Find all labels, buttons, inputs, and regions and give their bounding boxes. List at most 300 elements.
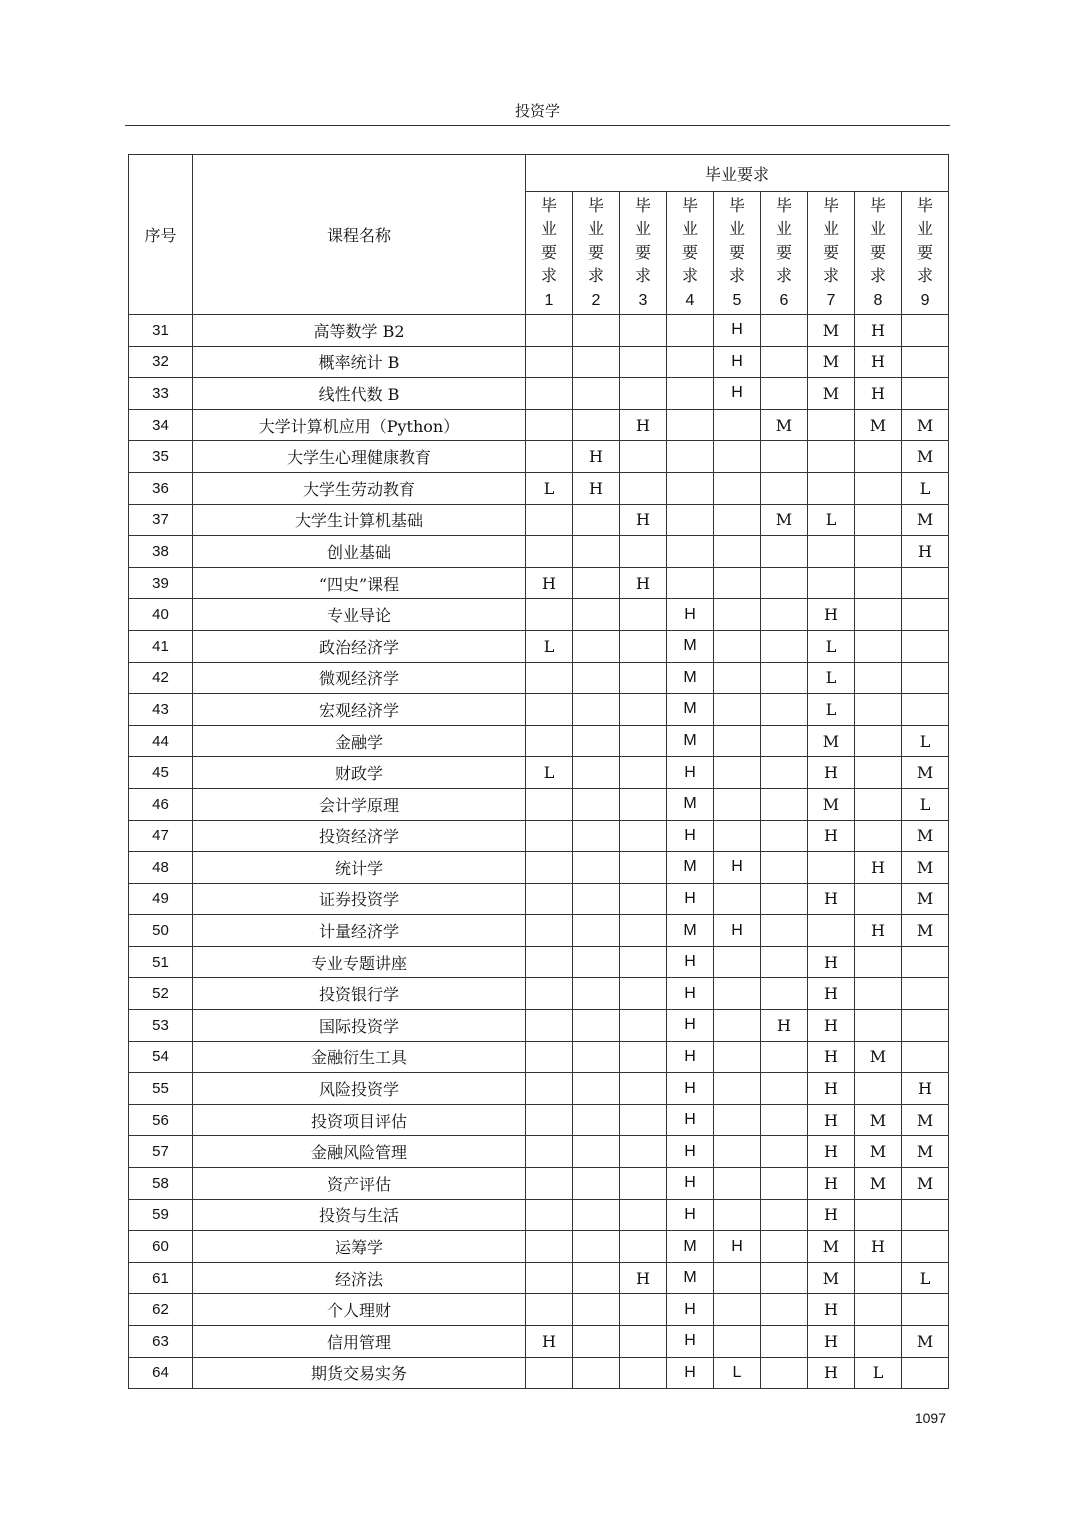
row-course-name: 统计学 <box>193 852 526 884</box>
table-row <box>129 567 949 599</box>
req-cell-3: H <box>620 567 667 599</box>
row-seq: 41 <box>129 630 193 662</box>
req-cell-2 <box>573 1104 620 1136</box>
row-course-name: 期货交易实务 <box>193 1357 526 1389</box>
req-cell-4: M <box>667 694 714 726</box>
req-cell-6 <box>761 1041 808 1073</box>
req-cell-8 <box>855 1262 902 1294</box>
req-cell-5 <box>714 567 761 599</box>
req-cell-9: M <box>902 1136 949 1168</box>
row-course-name: 大学生计算机基础 <box>193 504 526 536</box>
req-cell-4: H <box>667 1136 714 1168</box>
row-course-name: 国际投资学 <box>193 1010 526 1042</box>
row-course-name: 高等数学 B2 <box>193 315 526 347</box>
row-seq: 48 <box>129 852 193 884</box>
table-row <box>129 378 949 410</box>
row-seq: 46 <box>129 788 193 820</box>
req-cell-2 <box>573 788 620 820</box>
req-cell-7 <box>808 409 855 441</box>
page-number: 1097 <box>914 1410 946 1426</box>
req-cell-5 <box>714 1294 761 1326</box>
req-cell-1 <box>526 599 573 631</box>
req-cell-1 <box>526 1010 573 1042</box>
req-cell-4: H <box>667 820 714 852</box>
req-cell-5 <box>714 441 761 473</box>
sub-header-char: 求 <box>728 266 745 286</box>
req-cell-9: H <box>902 536 949 568</box>
req-cell-8 <box>855 567 902 599</box>
row-seq: 33 <box>129 378 193 410</box>
row-course-name: 专业导论 <box>193 599 526 631</box>
req-cell-5 <box>714 662 761 694</box>
req-cell-2 <box>573 1326 620 1358</box>
req-cell-3 <box>620 1168 667 1200</box>
table-row <box>129 504 949 536</box>
req-cell-6 <box>761 346 808 378</box>
req-cell-5 <box>714 472 761 504</box>
req-cell-4: M <box>667 852 714 884</box>
req-cell-2 <box>573 820 620 852</box>
req-cell-9: H <box>902 1073 949 1105</box>
req-cell-8 <box>855 978 902 1010</box>
table-row <box>129 1294 949 1326</box>
sub-header-char: 要 <box>917 242 934 262</box>
req-cell-9 <box>902 599 949 631</box>
req-cell-1 <box>526 1357 573 1389</box>
req-cell-4 <box>667 504 714 536</box>
table-row <box>129 1168 949 1200</box>
row-seq: 54 <box>129 1041 193 1073</box>
req-cell-5 <box>714 1168 761 1200</box>
req-cell-6 <box>761 1326 808 1358</box>
table-row <box>129 1326 949 1358</box>
req-cell-4: M <box>667 630 714 662</box>
req-cell-6 <box>761 441 808 473</box>
req-cell-7: M <box>808 788 855 820</box>
req-cell-5 <box>714 788 761 820</box>
req-cell-5 <box>714 1199 761 1231</box>
req-cell-7 <box>808 915 855 947</box>
req-cell-6 <box>761 1357 808 1389</box>
req-cell-9: M <box>902 1326 949 1358</box>
req-cell-6 <box>761 725 808 757</box>
req-cell-4 <box>667 472 714 504</box>
req-cell-5 <box>714 1041 761 1073</box>
req-cell-2 <box>573 346 620 378</box>
row-seq: 55 <box>129 1073 193 1105</box>
req-cell-3 <box>620 1294 667 1326</box>
req-cell-7: H <box>808 1010 855 1042</box>
req-cell-2 <box>573 1199 620 1231</box>
row-course-name: 财政学 <box>193 757 526 789</box>
req-cell-8: M <box>855 1104 902 1136</box>
req-cell-9: L <box>902 788 949 820</box>
row-course-name: 金融学 <box>193 725 526 757</box>
req-cell-3 <box>620 662 667 694</box>
row-seq: 63 <box>129 1326 193 1358</box>
req-cell-7: L <box>808 504 855 536</box>
table-row <box>129 409 949 441</box>
table-row <box>129 1010 949 1042</box>
sub-header-number: 6 <box>779 291 789 309</box>
req-cell-1: H <box>526 1326 573 1358</box>
req-cell-5 <box>714 536 761 568</box>
table-row <box>129 788 949 820</box>
req-cell-7: H <box>808 1326 855 1358</box>
row-seq: 59 <box>129 1199 193 1231</box>
req-cell-6 <box>761 315 808 347</box>
req-cell-7: M <box>808 378 855 410</box>
req-cell-9: M <box>902 1168 949 1200</box>
req-cell-8: M <box>855 1041 902 1073</box>
req-cell-6 <box>761 883 808 915</box>
req-cell-2 <box>573 1262 620 1294</box>
req-cell-1 <box>526 1041 573 1073</box>
req-cell-6 <box>761 694 808 726</box>
req-cell-1 <box>526 1136 573 1168</box>
req-cell-6 <box>761 1136 808 1168</box>
req-cell-9: M <box>902 883 949 915</box>
req-cell-4: M <box>667 1231 714 1263</box>
sub-header-char: 业 <box>681 219 698 239</box>
req-cell-1 <box>526 978 573 1010</box>
row-seq: 42 <box>129 662 193 694</box>
row-course-name: 投资项目评估 <box>193 1104 526 1136</box>
req-cell-5: H <box>714 915 761 947</box>
sub-header-char: 求 <box>681 266 698 286</box>
table-row <box>129 946 949 978</box>
req-cell-7: H <box>808 757 855 789</box>
req-cell-5 <box>714 1136 761 1168</box>
sub-header-char: 毕 <box>681 195 698 215</box>
req-cell-4: M <box>667 915 714 947</box>
row-seq: 45 <box>129 757 193 789</box>
table-row <box>129 1199 949 1231</box>
row-seq: 52 <box>129 978 193 1010</box>
sub-header-char: 要 <box>681 242 698 262</box>
req-cell-9 <box>902 1357 949 1389</box>
req-cell-1 <box>526 915 573 947</box>
req-cell-8 <box>855 694 902 726</box>
table-row <box>129 757 949 789</box>
req-cell-3 <box>620 1357 667 1389</box>
req-cell-1 <box>526 1231 573 1263</box>
req-cell-9: L <box>902 1262 949 1294</box>
req-cell-1 <box>526 852 573 884</box>
sub-header-number: 7 <box>826 291 836 309</box>
table-row <box>129 599 949 631</box>
row-course-name: 资产评估 <box>193 1168 526 1200</box>
req-cell-8 <box>855 662 902 694</box>
req-cell-4: M <box>667 725 714 757</box>
req-cell-2 <box>573 1231 620 1263</box>
sub-header-char: 毕 <box>540 195 557 215</box>
table-row <box>129 472 949 504</box>
req-cell-7: H <box>808 946 855 978</box>
table-row <box>129 1104 949 1136</box>
req-cell-6 <box>761 757 808 789</box>
req-cell-2 <box>573 662 620 694</box>
req-cell-2 <box>573 1010 620 1042</box>
sub-header-char: 求 <box>869 266 886 286</box>
sub-header-number: 5 <box>732 291 742 309</box>
req-cell-2 <box>573 1294 620 1326</box>
sub-header-char: 要 <box>728 242 745 262</box>
req-cell-9 <box>902 315 949 347</box>
table-row <box>129 315 949 347</box>
req-cell-3 <box>620 725 667 757</box>
req-cell-9 <box>902 378 949 410</box>
row-course-name: 个人理财 <box>193 1294 526 1326</box>
req-cell-6 <box>761 788 808 820</box>
row-course-name: 经济法 <box>193 1262 526 1294</box>
table-row <box>129 1041 949 1073</box>
req-cell-5: H <box>714 852 761 884</box>
req-cell-2: H <box>573 472 620 504</box>
req-cell-7: M <box>808 1262 855 1294</box>
table-row <box>129 662 949 694</box>
sub-header-number: 9 <box>920 291 930 309</box>
table-row <box>129 630 949 662</box>
sub-header-char: 业 <box>822 219 839 239</box>
req-cell-7: M <box>808 315 855 347</box>
req-cell-7 <box>808 441 855 473</box>
sub-header-char: 业 <box>869 219 886 239</box>
row-course-name: 创业基础 <box>193 536 526 568</box>
req-cell-2 <box>573 630 620 662</box>
req-cell-4 <box>667 315 714 347</box>
req-cell-5 <box>714 725 761 757</box>
sub-header-char: 求 <box>917 266 934 286</box>
req-cell-5 <box>714 1010 761 1042</box>
req-cell-9 <box>902 1231 949 1263</box>
row-seq: 60 <box>129 1231 193 1263</box>
table-row <box>129 725 949 757</box>
req-cell-3: H <box>620 504 667 536</box>
table-body <box>129 315 949 1389</box>
req-cell-8 <box>855 883 902 915</box>
req-cell-8 <box>855 1073 902 1105</box>
req-cell-8 <box>855 788 902 820</box>
req-cell-4: H <box>667 757 714 789</box>
req-cell-5 <box>714 599 761 631</box>
req-cell-9 <box>902 662 949 694</box>
req-cell-3 <box>620 978 667 1010</box>
row-seq: 57 <box>129 1136 193 1168</box>
req-cell-2 <box>573 978 620 1010</box>
req-cell-6 <box>761 978 808 1010</box>
req-cell-5 <box>714 883 761 915</box>
sub-header-char: 业 <box>634 219 651 239</box>
table-row <box>129 694 949 726</box>
req-cell-3 <box>620 472 667 504</box>
req-cell-6 <box>761 1231 808 1263</box>
req-cell-2 <box>573 915 620 947</box>
req-cell-5: H <box>714 346 761 378</box>
req-cell-2 <box>573 1136 620 1168</box>
req-cell-1 <box>526 788 573 820</box>
req-cell-9: M <box>902 441 949 473</box>
req-cell-3 <box>620 536 667 568</box>
sub-header-req-2 <box>573 192 620 315</box>
row-seq: 39 <box>129 567 193 599</box>
req-cell-3 <box>620 852 667 884</box>
sub-header-char: 业 <box>540 219 557 239</box>
req-cell-7: H <box>808 1041 855 1073</box>
req-cell-8: H <box>855 346 902 378</box>
req-cell-7 <box>808 472 855 504</box>
req-cell-6 <box>761 662 808 694</box>
table-row <box>129 441 949 473</box>
req-cell-7: L <box>808 662 855 694</box>
req-cell-3 <box>620 441 667 473</box>
req-cell-3 <box>620 1199 667 1231</box>
req-cell-8 <box>855 1199 902 1231</box>
req-cell-7: M <box>808 725 855 757</box>
req-cell-2 <box>573 315 620 347</box>
req-cell-7: H <box>808 978 855 1010</box>
sub-header-char: 业 <box>917 219 934 239</box>
req-cell-9: M <box>902 757 949 789</box>
req-cell-4: H <box>667 1294 714 1326</box>
req-cell-6 <box>761 630 808 662</box>
req-cell-4 <box>667 536 714 568</box>
req-cell-1 <box>526 883 573 915</box>
req-cell-2 <box>573 599 620 631</box>
req-cell-8 <box>855 725 902 757</box>
req-cell-5: L <box>714 1357 761 1389</box>
sub-header-char: 要 <box>775 242 792 262</box>
req-cell-8 <box>855 1326 902 1358</box>
row-seq: 47 <box>129 820 193 852</box>
table-row <box>129 1231 949 1263</box>
req-cell-6: M <box>761 409 808 441</box>
req-cell-6 <box>761 1073 808 1105</box>
req-cell-3 <box>620 915 667 947</box>
row-course-name: 专业专题讲座 <box>193 946 526 978</box>
req-cell-2 <box>573 946 620 978</box>
sub-header-char: 业 <box>587 219 604 239</box>
sub-header-char: 求 <box>540 266 557 286</box>
sub-header-char: 要 <box>634 242 651 262</box>
req-cell-2 <box>573 1357 620 1389</box>
row-course-name: 金融风险管理 <box>193 1136 526 1168</box>
row-seq: 64 <box>129 1357 193 1389</box>
req-cell-1 <box>526 725 573 757</box>
req-cell-4: H <box>667 1041 714 1073</box>
req-cell-8 <box>855 757 902 789</box>
req-cell-6 <box>761 946 808 978</box>
page-header <box>125 100 950 126</box>
sub-header-req-5 <box>714 192 761 315</box>
req-cell-9 <box>902 694 949 726</box>
row-course-name: 风险投资学 <box>193 1073 526 1105</box>
req-cell-1: L <box>526 757 573 789</box>
req-cell-7 <box>808 536 855 568</box>
req-cell-9: L <box>902 725 949 757</box>
row-seq: 36 <box>129 472 193 504</box>
req-cell-7: H <box>808 1294 855 1326</box>
sub-header-req-4 <box>667 192 714 315</box>
req-cell-5 <box>714 694 761 726</box>
sub-header-req-7 <box>808 192 855 315</box>
req-cell-5 <box>714 820 761 852</box>
req-cell-5: H <box>714 1231 761 1263</box>
req-cell-2 <box>573 694 620 726</box>
sub-header-req-9 <box>902 192 949 315</box>
req-cell-6 <box>761 1262 808 1294</box>
req-cell-1 <box>526 662 573 694</box>
req-cell-3 <box>620 883 667 915</box>
row-course-name: 微观经济学 <box>193 662 526 694</box>
req-cell-2 <box>573 378 620 410</box>
req-cell-3 <box>620 1010 667 1042</box>
req-cell-2 <box>573 757 620 789</box>
header-course-name: 课程名称 <box>193 155 526 315</box>
req-cell-3 <box>620 1041 667 1073</box>
req-cell-4: H <box>667 1073 714 1105</box>
row-course-name: 概率统计 B <box>193 346 526 378</box>
req-cell-9 <box>902 1199 949 1231</box>
sub-header-char: 毕 <box>634 195 651 215</box>
req-cell-3 <box>620 1326 667 1358</box>
sub-header-req-1 <box>526 192 573 315</box>
req-cell-9: M <box>902 820 949 852</box>
sub-header-char: 求 <box>775 266 792 286</box>
req-cell-5 <box>714 1073 761 1105</box>
sub-header-char: 毕 <box>728 195 745 215</box>
req-cell-1 <box>526 1104 573 1136</box>
table-row <box>129 1357 949 1389</box>
req-cell-7: L <box>808 694 855 726</box>
table-row <box>129 1262 949 1294</box>
sub-header-char: 毕 <box>917 195 934 215</box>
req-cell-6 <box>761 820 808 852</box>
req-cell-4: H <box>667 1168 714 1200</box>
table-row <box>129 978 949 1010</box>
req-cell-9: L <box>902 472 949 504</box>
row-course-name: 计量经济学 <box>193 915 526 947</box>
row-course-name: 宏观经济学 <box>193 694 526 726</box>
table-row <box>129 915 949 947</box>
req-cell-7: H <box>808 599 855 631</box>
req-cell-4: M <box>667 788 714 820</box>
req-cell-3 <box>620 820 667 852</box>
sub-header-char: 毕 <box>587 195 604 215</box>
req-cell-1: L <box>526 630 573 662</box>
req-cell-5 <box>714 978 761 1010</box>
req-cell-1 <box>526 315 573 347</box>
sub-header-number: 8 <box>873 291 883 309</box>
req-cell-5 <box>714 1104 761 1136</box>
req-cell-9 <box>902 1010 949 1042</box>
req-cell-3 <box>620 694 667 726</box>
req-cell-9 <box>902 567 949 599</box>
req-cell-3 <box>620 757 667 789</box>
row-seq: 62 <box>129 1294 193 1326</box>
req-cell-9 <box>902 1294 949 1326</box>
table-row <box>129 883 949 915</box>
req-cell-6 <box>761 536 808 568</box>
table-row <box>129 536 949 568</box>
sub-header-req-6 <box>761 192 808 315</box>
req-cell-5 <box>714 757 761 789</box>
sub-header-char: 毕 <box>775 195 792 215</box>
req-cell-7: H <box>808 1136 855 1168</box>
row-seq: 34 <box>129 409 193 441</box>
row-seq: 50 <box>129 915 193 947</box>
sub-header-number: 1 <box>544 291 554 309</box>
